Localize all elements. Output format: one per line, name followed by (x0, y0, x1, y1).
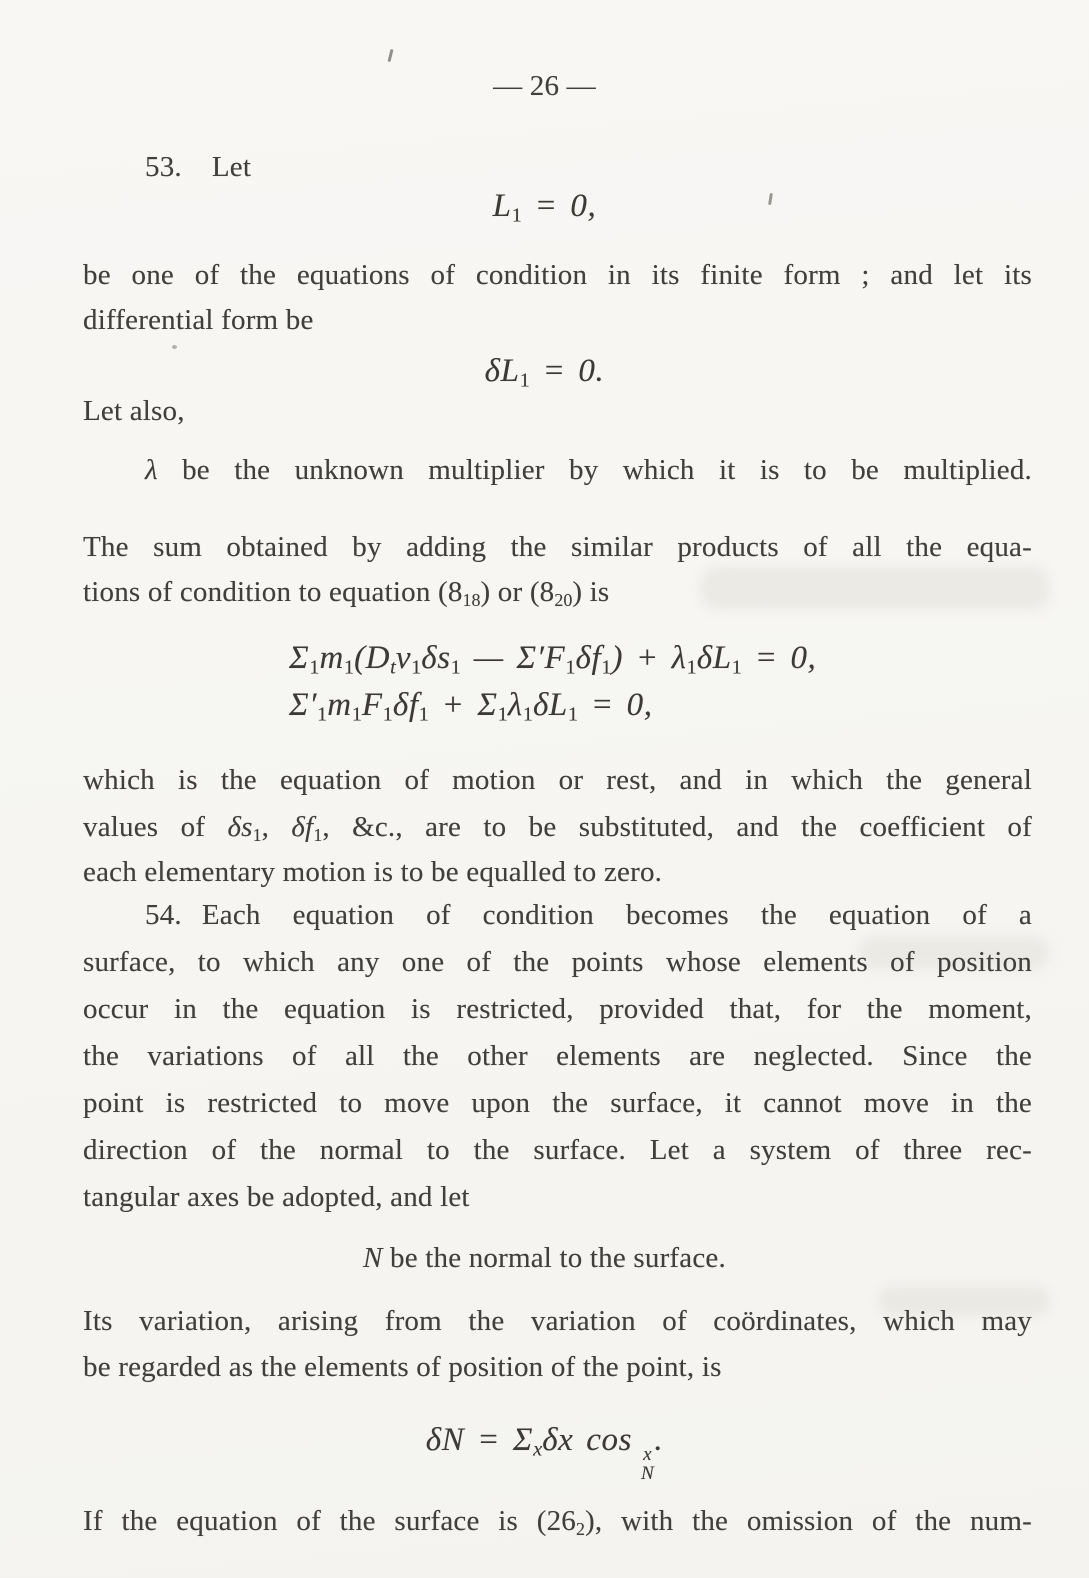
show-through-smudge (700, 566, 1050, 610)
lambda-statement: λ be the unknown multiplier by which it is to be multiplied. (145, 454, 1032, 486)
paragraph-line: Its variation, arising from the variation of coördinates, which may (83, 1305, 1032, 1337)
paragraph-line: The sum obtained by adding the similar products of all the equa- (83, 531, 1032, 563)
lambda-symbol: λ (145, 454, 158, 486)
equation-dL1: $\delta L_1 = 0$. (484, 353, 605, 392)
paragraph-line: be regarded as the elements of position of the point, is (83, 1351, 722, 1383)
paragraph-line: each elementary motion is to be equalled to zero. (83, 856, 663, 888)
paragraph-line: tangular axes be adopted, and let (83, 1181, 470, 1213)
page-number: — 26 — (493, 70, 596, 102)
paragraph-line: values of $\delta s_1$, $\delta f_1$, &c., are to be substituted, and the coefficient of (83, 811, 1032, 846)
section-number: 53. (145, 151, 182, 183)
paragraph-line: be one of the equations of condition in its finite form ; and let its (83, 259, 1032, 291)
paragraph-line: direction of the normal to the surface. Let a system of three rec- (83, 1134, 1032, 1166)
scan-speck (172, 345, 177, 349)
angle-x-N: x N (641, 1443, 655, 1485)
paragraph-line: differential form be (83, 304, 314, 336)
equation-L1: $L_1 = 0$, (492, 188, 597, 227)
section-lead: Let (211, 151, 252, 183)
paragraph-line: If the equation of the surface is $(26_2)$, with the omission of the num- (83, 1505, 1032, 1540)
paragraph-line: Let also, (83, 395, 185, 427)
section-number: 54. (145, 899, 182, 931)
paragraph-line: occur in the equation is restricted, provided that, for the moment, (83, 993, 1032, 1025)
section-54-opening: 54. Each equation of condition becomes the equation of a (145, 899, 1032, 931)
paragraph-line: surface, to which any one of the points whose elements of position (83, 946, 1032, 978)
paragraph-line: tions of condition to equation $(8_{18})$ or $(8_{20})$ is (83, 576, 610, 611)
section-53-opening (145, 147, 251, 187)
normal-statement: N be the normal to the surface. (363, 1242, 726, 1274)
paragraph-line: point is restricted to move upon the surface, it cannot move in the (83, 1087, 1032, 1119)
equation-dN: $\delta N = \Sigma_x\delta x$ cos x N . (425, 1422, 664, 1485)
equation-sum-1: $\Sigma_1m_1(D_tv_1\delta s_1$ — $\Sigma'F_1\delta f_1) + \lambda_1\delta L_1 = 0$, (289, 640, 817, 679)
equation-sum-2: $\Sigma'_1m_1F_1\delta f_1 + \Sigma_1\lambda_1\delta L_1 = 0$, (289, 687, 653, 726)
scan-speck (387, 49, 393, 62)
paragraph-line: which is the equation of motion or rest, and in which the general (83, 764, 1032, 796)
paragraph-line: the variations of all the other elements are neglected. Since the (83, 1040, 1032, 1072)
normal-symbol: N (363, 1242, 383, 1274)
